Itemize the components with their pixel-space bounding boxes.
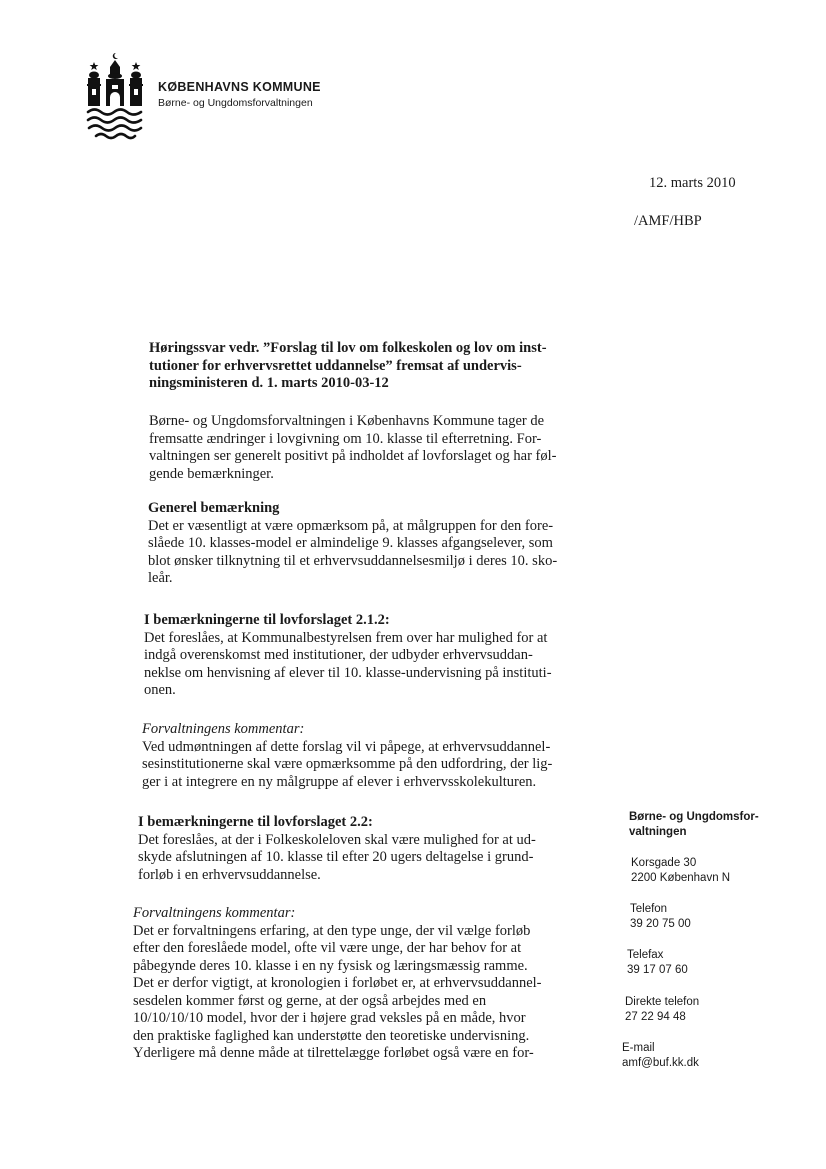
title-line: tutioner for erhvervsrettet uddannelse” fremsat af undervis-	[149, 357, 522, 374]
comment-label: Forvaltningens kommentar:	[142, 721, 305, 737]
fax-label: Telefax	[627, 949, 664, 961]
text-line: slåede 10. klasses-model er almindelige 9. klasses afgangselever, som	[148, 535, 553, 551]
org-name: KØBENHAVNS KOMMUNE	[158, 80, 321, 94]
section-2-2-comment	[133, 905, 542, 1063]
text-line: Det er derfor vigtigt, at kronologien i forløbet er, at erhvervsuddannel-	[133, 975, 542, 991]
fax-number: 39 17 07 60	[627, 964, 688, 976]
sidebar-phone	[630, 902, 691, 932]
text-line: Det foreslåes, at Kommunalbestyrelsen frem over har mulighed for at	[144, 629, 548, 646]
org-department: Børne- og Ungdomsforvaltningen	[158, 97, 313, 109]
text-line: 10/10/10/10 model, hvor der i højere grad veksles på en måde, hvor	[133, 1010, 526, 1026]
letter-reference: /AMF/HBP	[634, 213, 702, 229]
text-line: den praktiske faglighed kan understøtte den teoretiske undervisning.	[133, 1027, 530, 1044]
letter-date: 12. marts 2010	[649, 175, 736, 191]
direct-phone-label: Direkte telefon	[625, 996, 700, 1008]
text-line: Ved udmøntningen af dette forslag vil vi påpege, at erhvervsuddannel-	[142, 738, 551, 755]
text-line: sesinstitutionerne skal være opmærksomme på den udfordring, der lig-	[142, 756, 553, 772]
text-line: Det er forvaltningens erfaring, at den type unge, der vil vælge forløb	[133, 922, 531, 939]
sidebar-address	[631, 856, 730, 886]
sidebar-org-line: Børne- og Ungdomsfor-	[629, 811, 759, 823]
section-2-2	[138, 814, 536, 884]
address-line: Korsgade 30	[631, 857, 697, 869]
text-line: neklse om henvisning af elever til 10. klasse-undervisning på instituti-	[144, 664, 552, 681]
sidebar-org-line: valtningen	[629, 826, 687, 838]
text-line: Yderligere må denne måde at tilrettelægge forløbet også være en for-	[133, 1045, 534, 1061]
text-line: efter den foreslåede model, ofte vil være unge, der har behov for at	[133, 940, 522, 956]
text-line: påbegynde deres 10. klasse i en ny fysisk og læringsmæssig ramme.	[133, 957, 528, 974]
section-heading: I bemærkningerne til lovforslaget 2.1.2:	[144, 612, 390, 628]
text-line: indgå overenskomst med institutioner, der udbyder erhvervsuddan-	[144, 647, 533, 663]
section-2-1-2-comment	[142, 721, 552, 791]
letter-title	[149, 340, 547, 393]
text-line: blot ønsker tilknytning til et erhvervsuddannelsesmiljø i deres 10. sko-	[148, 552, 558, 569]
text-line: forløb i en erhvervsuddannelse.	[138, 866, 321, 883]
comment-label: Forvaltningens kommentar:	[133, 905, 296, 921]
email-address: amf@buf.kk.dk	[622, 1057, 699, 1069]
sidebar-direct	[625, 995, 699, 1025]
general-remark	[148, 500, 557, 588]
text-line: sesdelen kommer først og gerne, at der også arbejdes med en	[133, 992, 487, 1009]
text-line: leår.	[148, 570, 173, 586]
text-line: valtningen ser generelt positivt på indholdet af lovforslaget og har føl-	[149, 448, 557, 464]
section-2-1-2	[144, 612, 552, 700]
text-line: onen.	[144, 682, 176, 698]
direct-phone-number: 27 22 94 48	[625, 1011, 686, 1023]
sidebar-org	[629, 810, 759, 840]
text-line: fremsatte ændringer i lovgivning om 10. klasse til efterretning. For-	[149, 430, 542, 447]
text-line: gende bemærkninger.	[149, 465, 274, 482]
title-line: Høringssvar vedr. ”Forslag til lov om folkeskolen og lov om inst-	[149, 340, 547, 356]
address-line: 2200 København N	[631, 872, 731, 884]
phone-number: 39 20 75 00	[630, 918, 691, 930]
section-heading: Generel bemærkning	[148, 500, 280, 516]
email-label: E-mail	[622, 1042, 655, 1054]
sidebar-email	[622, 1041, 699, 1071]
section-heading: I bemærkningerne til lovforslaget 2.2:	[138, 814, 373, 830]
copenhagen-coat-of-arms-icon	[86, 52, 144, 144]
intro-paragraph	[149, 413, 557, 483]
title-line: ningsministeren d. 1. marts 2010-03-12	[149, 375, 389, 391]
text-line: ger i at integrere en ny målgruppe af elever i erhvervsskolekulturen.	[142, 773, 537, 790]
phone-label: Telefon	[630, 903, 668, 915]
text-line: Det foreslåes, at der i Folkeskoleloven skal være mulighed for at ud-	[138, 831, 536, 848]
sidebar-fax	[627, 948, 688, 978]
text-line: Det er væsentligt at være opmærksom på, at målgruppen for den fore-	[148, 517, 554, 534]
text-line: skyde afslutningen af 10. klasse til efter 20 ugers deltagelse i grund-	[138, 849, 534, 865]
text-line: Børne- og Ungdomsforvaltningen i Københavns Kommune tager de	[149, 413, 545, 429]
